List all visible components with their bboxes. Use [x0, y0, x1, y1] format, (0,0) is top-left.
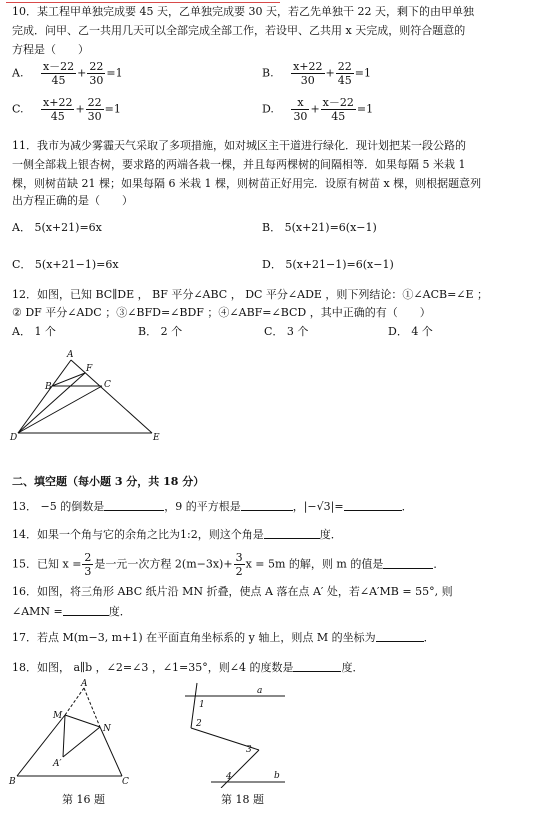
equation-rhs: =1	[356, 102, 374, 116]
q17-text: 17．若点 M(m−3, m+1) 在平面直角坐标系的 y 轴上，则点 M 的坐标为	[12, 631, 376, 644]
option-label: B.	[262, 66, 274, 80]
fraction-denominator: 30	[89, 74, 104, 87]
abs-expression: |−√3|	[303, 500, 335, 513]
angle-4-label: 4	[226, 772, 232, 782]
header-rule	[6, 2, 280, 3]
fraction-numerator: x－22	[322, 96, 354, 109]
label-m: M	[53, 711, 63, 721]
option-label: C.	[12, 102, 24, 116]
q12-option-b: B． 2 个	[138, 325, 183, 338]
q13-text: ，	[292, 500, 304, 513]
segment-nc	[100, 727, 122, 776]
q10-option-d	[262, 96, 373, 123]
q11-option-b: B． 5(x+21)=6(x−1)	[262, 221, 377, 234]
fraction-denominator: 45	[50, 110, 65, 123]
operator: +	[325, 66, 335, 80]
fraction-denominator: 3	[84, 565, 92, 578]
q11-line4: 出方程正确的是（ ）	[12, 194, 133, 207]
option-label: A.	[12, 66, 24, 80]
q12-option-a: A． 1 个	[12, 325, 56, 338]
answer-blank[interactable]	[376, 631, 424, 642]
q18	[12, 661, 363, 673]
angle-1-label: 1	[199, 700, 205, 710]
fraction-denominator: 45	[331, 110, 346, 123]
q11-line1: 11．我市为减少雾霾天气采取了多项措施，如对城区主干道进行绿化．现计划把某一段公路的	[12, 139, 466, 152]
dashed-an	[84, 688, 100, 727]
q15-text: ．	[433, 557, 445, 571]
equation-rhs: =1	[106, 66, 123, 80]
segment-a1n	[63, 727, 100, 757]
q16-text: ∠AMN =	[12, 605, 63, 618]
answer-blank[interactable]	[383, 558, 433, 569]
q12-line1: 12．如图，已知 BC∥DE ， BF 平分∠ABC ， DC 平分∠ADE ，则下列结论：①∠ACB=∠E ；	[12, 288, 489, 301]
label-e: E	[153, 433, 160, 443]
segment-dc	[18, 386, 102, 433]
angle-3-label: 3	[246, 745, 252, 755]
fraction-numerator: 22	[87, 96, 102, 109]
q13-text: 13． −5 的倒数是	[12, 500, 105, 513]
fraction-denominator: 30	[87, 110, 102, 123]
q10-line3: 方程是（ ）	[12, 43, 89, 56]
fraction-numerator: 22	[89, 60, 104, 73]
q16-line1: 16．如图，将三角形 ABC 纸片沿 MN 折叠，使点 A 落在点 A′ 处，若∠A′MB = 55°, 则	[12, 585, 453, 598]
answer-blank[interactable]	[344, 500, 402, 511]
option-label: D.	[262, 102, 274, 116]
q13-text: ，9 的平方根是	[164, 500, 241, 513]
q17	[12, 631, 435, 643]
q16-line2	[12, 605, 131, 617]
label-a: A	[81, 679, 88, 689]
answer-blank[interactable]	[63, 605, 109, 616]
q12-option-d: D． 4 个	[388, 325, 433, 338]
fraction-numerator: x+22	[293, 60, 323, 73]
answer-blank[interactable]	[104, 500, 164, 511]
operator: +	[75, 102, 85, 116]
label-f: F	[86, 364, 93, 374]
q13	[12, 500, 413, 512]
q18-text: 18．如图， a∥b ，∠2=∠3 ，∠1=35°，则∠4 的度数是	[12, 661, 294, 674]
q18-caption: 第 18 题	[221, 793, 264, 806]
label-a: a	[257, 686, 263, 696]
answer-blank[interactable]	[264, 528, 320, 539]
q10-option-b	[262, 60, 371, 87]
q16-text: 度．	[108, 605, 131, 618]
q10-option-a	[12, 60, 123, 87]
q16-figure	[0, 678, 150, 786]
q12-line2: ② DF 平分∠ADC ；③∠BFD=∠BDF ；④∠ABF=∠BCD ，其中正确的有（ ）	[12, 306, 431, 319]
q12-option-c: C． 3 个	[264, 325, 309, 338]
q12-figure	[0, 340, 180, 445]
q10-line2: 完成．问甲、乙一共用几天可以全部完成全部工作，若设甲、乙共用 x 天完成，则符合题意的	[12, 24, 466, 37]
q11-option-d: D． 5(x+21−1)=6(x−1)	[262, 258, 394, 271]
label-b: B	[45, 382, 52, 392]
fraction-numerator: 22	[337, 60, 352, 73]
q14-text: 14．如果一个角与它的余角之比为1:2，则这个角是	[12, 528, 264, 541]
fraction-denominator: 2	[235, 565, 243, 578]
label-n: N	[103, 724, 111, 734]
q10-line1: 10．某工程甲单独完成要 45 天，乙单独完成要 30 天，若乙先单独干 22 天，剩下的由甲单独	[12, 5, 474, 18]
q11-line3: 棵，则树苗缺 21 棵；如果每隔 6 米栽 1 棵，则树苗正好用完．设原有树苗 x 棵，则根据题意列	[12, 177, 482, 190]
fraction-denominator: 30	[293, 110, 308, 123]
q14	[12, 528, 342, 540]
q15-text: 15．已知 x =	[12, 557, 82, 571]
fraction-denominator: 30	[300, 74, 315, 87]
label-d: D	[10, 433, 18, 443]
equation-rhs: =1	[354, 66, 371, 80]
q18-figure	[175, 680, 295, 788]
q13-text: =	[334, 500, 344, 513]
q16-caption: 第 16 题	[62, 793, 105, 806]
fraction-denominator: 45	[337, 74, 352, 87]
section-title: 二、填空题（每小题 3 分，共 18 分）	[12, 475, 205, 488]
equation-rhs: =1	[104, 102, 121, 116]
answer-blank[interactable]	[293, 661, 341, 672]
segment-ma1	[63, 715, 65, 757]
q11-option-c: C． 5(x+21−1)=6x	[12, 258, 119, 271]
q15-text: 是一元一次方程 2(m−3x)+	[94, 557, 233, 571]
label-b: b	[274, 771, 280, 781]
segment-ad	[18, 360, 71, 433]
label-a: A	[67, 350, 74, 360]
q10-option-c	[12, 96, 121, 123]
q14-text: 度．	[319, 528, 342, 541]
fraction-numerator: x	[291, 96, 309, 110]
fraction-numerator: 2	[84, 551, 92, 564]
fraction-numerator: x－22	[42, 60, 75, 73]
fraction-numerator: 3	[235, 551, 243, 564]
dashed-am	[65, 688, 84, 715]
fraction-denominator: 45	[51, 74, 66, 87]
angle-2-label: 2	[196, 719, 202, 729]
label-c: C	[104, 380, 111, 390]
label-a-prime: A′	[53, 759, 62, 769]
operator: +	[310, 102, 320, 116]
operator: +	[77, 66, 87, 80]
q15-text: x = 5m 的解，则 m 的值是	[245, 557, 384, 571]
q17-text: ．	[423, 631, 435, 644]
q13-text: ．	[401, 500, 413, 513]
fraction-numerator: x+22	[43, 96, 73, 109]
q11-line2: 一侧全部栽上银杏树，要求路的两端各栽一棵，并且每两棵树的间隔相等．如果每隔 5 米栽 1	[12, 158, 466, 171]
label-b: B	[9, 777, 16, 786]
segment-mn	[65, 715, 100, 727]
q11-option-a: A． 5(x+21)=6x	[12, 221, 102, 234]
answer-blank[interactable]	[241, 500, 293, 511]
q18-text: 度．	[341, 661, 364, 674]
q15	[12, 551, 444, 578]
label-c: C	[122, 777, 129, 786]
